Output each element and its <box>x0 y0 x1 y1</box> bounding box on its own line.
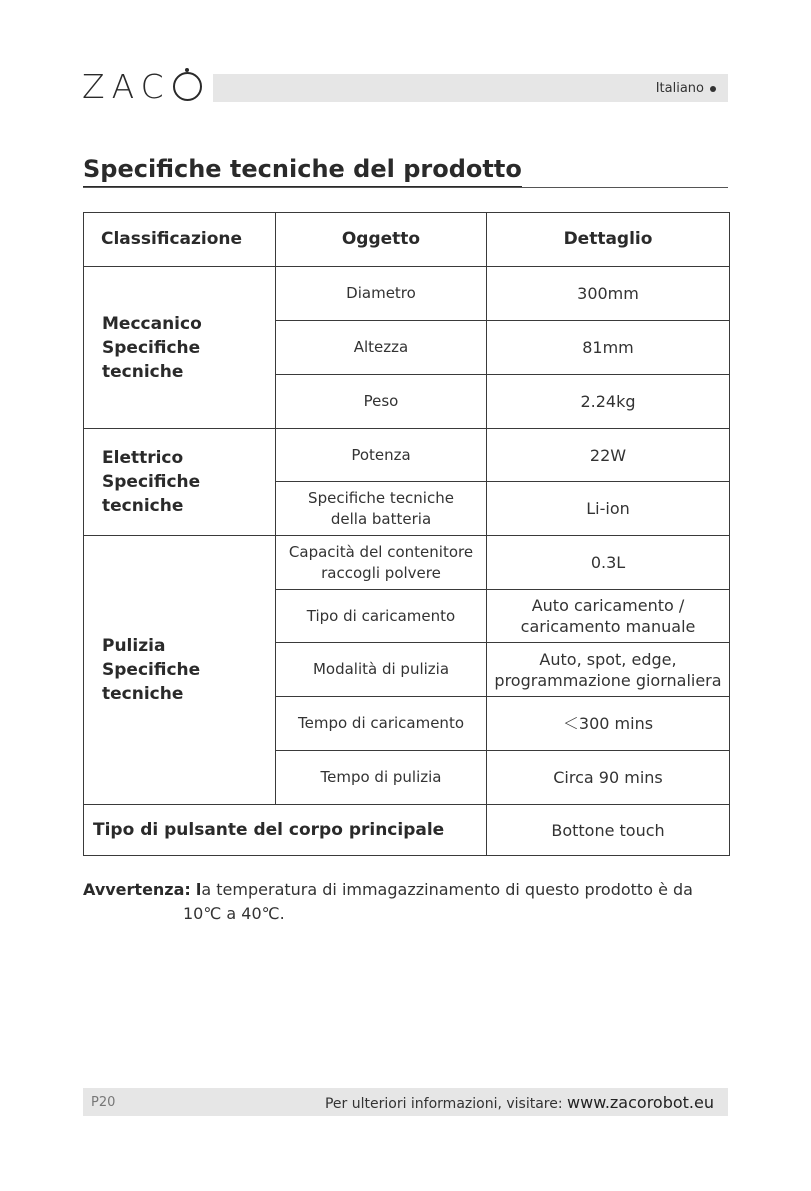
page-title: Specifiche tecniche del prodotto <box>83 154 522 188</box>
detail-cell: 81mm <box>487 321 730 375</box>
detail-line: caricamento manuale <box>520 617 696 636</box>
detail-cell: 2.24kg <box>487 375 730 429</box>
category-cell <box>84 429 276 536</box>
category-cell <box>84 536 276 805</box>
item-cell: Tempo di caricamento <box>276 697 487 751</box>
title-divider <box>83 187 728 188</box>
item-line: raccogli polvere <box>321 563 441 582</box>
detail-cell: 22W <box>487 429 730 482</box>
detail-cell <box>487 643 730 697</box>
detail-line: Auto, spot, edge, <box>539 649 677 669</box>
language-bar <box>213 74 728 102</box>
logo-circle-icon <box>173 72 202 101</box>
table-header-row <box>84 213 730 267</box>
detail-cell <box>487 590 730 643</box>
header-classificazione: Classificazione <box>84 213 276 267</box>
detail-cell: Circa 90 mins <box>487 751 730 805</box>
warning-label: Avvertenza: <box>83 880 191 899</box>
item-cell: Tempo di pulizia <box>276 751 487 805</box>
item-cell <box>276 536 487 590</box>
item-cell: Modalità di pulizia <box>276 643 487 697</box>
footer-url-link[interactable]: www.zacorobot.eu <box>567 1093 714 1112</box>
item-cell: Tipo di caricamento <box>276 590 487 643</box>
table-row <box>84 429 730 482</box>
category-subtitle: Specifiche tecniche <box>102 472 201 516</box>
language-text: Italiano <box>655 81 704 96</box>
item-cell: Diametro <box>276 267 487 321</box>
detail-line: Auto caricamento / <box>531 596 685 615</box>
table-row <box>84 536 730 590</box>
logo-text: ZAC <box>82 67 171 106</box>
footer-info <box>325 1093 714 1112</box>
button-type-label: Tipo di pulsante del corpo principale <box>84 805 487 856</box>
footer-text: Per ulteriori informazioni, visitare: <box>324 1096 563 1112</box>
category-name: Elettrico <box>102 448 184 468</box>
item-line: Specifiche tecniche <box>308 488 454 507</box>
language-label <box>656 81 716 96</box>
item-cell <box>276 482 487 536</box>
warning-note <box>83 878 693 926</box>
page-number: P20 <box>91 1095 116 1110</box>
bullet-icon <box>710 86 716 92</box>
item-cell: Potenza <box>276 429 487 482</box>
header-dettaglio: Dettaglio <box>487 213 730 267</box>
warning-text: a temperatura di immagazzinamento di questo prodotto è da <box>201 880 693 899</box>
detail-cell: Li-ion <box>487 482 730 536</box>
detail-cell: 0.3L <box>487 536 730 590</box>
category-subtitle: Specifiche tecniche <box>102 337 201 382</box>
item-cell: Peso <box>276 375 487 429</box>
header-oggetto: Oggetto <box>276 213 487 267</box>
detail-cell: 300mm <box>487 267 730 321</box>
category-cell <box>84 267 276 429</box>
category-name: Pulizia <box>102 636 166 656</box>
warning-first-letter: l <box>195 880 202 899</box>
table-row <box>84 805 730 856</box>
item-cell: Altezza <box>276 321 487 375</box>
footer-bar <box>83 1088 728 1116</box>
specs-table <box>83 212 730 856</box>
detail-cell: Bottone touch <box>487 805 730 856</box>
zaco-logo <box>82 67 202 106</box>
table-row <box>84 267 730 321</box>
detail-cell: ＜300 mins <box>487 697 730 751</box>
category-name: Meccanico <box>102 313 202 334</box>
item-line: della batteria <box>330 509 432 528</box>
item-line: Capacità del contenitore <box>288 542 474 561</box>
detail-line: programmazione giornaliera <box>494 670 722 690</box>
category-subtitle: Specifiche tecniche <box>102 660 201 704</box>
warning-text-line2: 10℃ a 40℃. <box>183 904 285 923</box>
